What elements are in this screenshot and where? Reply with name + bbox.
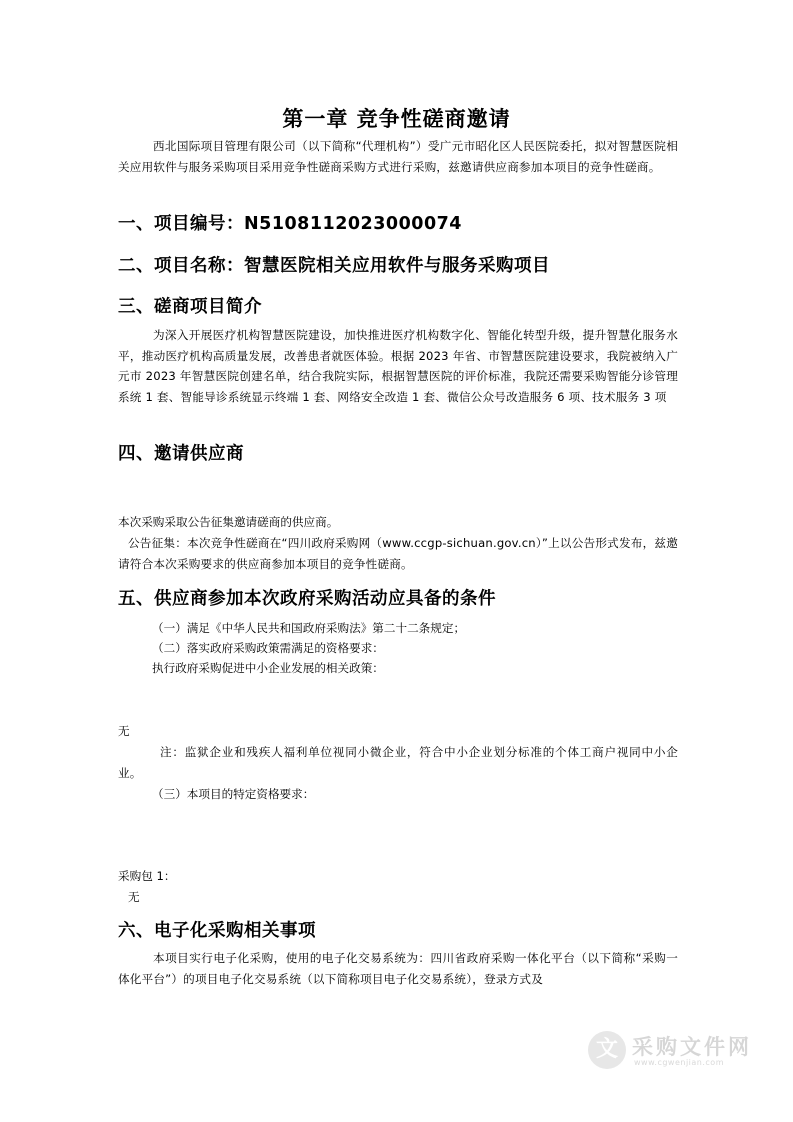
condition-none-2: 无 <box>128 890 140 904</box>
condition-policy-text: 执行政府采购促进中小企业发展的相关政策： <box>152 661 384 675</box>
watermark <box>588 1027 758 1075</box>
condition-item-1: （一）满足《中华人民共和国政府采购法》第二十二条规定； <box>152 621 466 635</box>
section-project-intro: 三、磋商项目简介 <box>118 297 262 317</box>
electronic-procurement-paragraph: 本项目实行电子化采购，使用的电子化交易系统为：四川省政府采购一体化平台（以下简称“采购一体化平台”）的项目电子化交易系统（以下简称项目电子化交易系统），登录方式及 <box>118 951 678 986</box>
invite-method-text: 本次采购采取公告征集邀请磋商的供应商。 <box>118 515 339 529</box>
public-solicitation-text: 公告征集：本次竞争性磋商在“四川政府采购网（www.ccgp-sichuan.gov.cn）”上以公告形式发布，兹邀请符合本次采购要求的供应商参加本项目的竞争性磋商。 <box>118 536 678 571</box>
section-supplier-conditions: 五、供应商参加本次政府采购活动应具备的条件 <box>118 589 496 609</box>
section-invite-suppliers: 四、邀请供应商 <box>118 444 244 464</box>
watermark-url: www.cgwenjian.com <box>634 1058 724 1067</box>
condition-note: 注：监狱企业和残疾人福利单位视同小微企业，符合中小企业划分标准的个体工商户视同中小企业。 <box>118 745 678 780</box>
section-electronic-procurement: 六、电子化采购相关事项 <box>118 921 316 941</box>
section-project-number: 一、项目编号：N5108112023000074 <box>118 214 462 234</box>
condition-item-2: （二）落实政府采购政策需满足的资格要求： <box>152 641 384 655</box>
project-intro-paragraph: 为深入开展医疗机构智慧医院建设，加快推进医疗机构数字化、智能化转型升级，提升智慧化服务水平，推动医疗机构高质量发展，改善患者就医体验。根据 2023 年省、市智慧医院建设要求，我院被纳入广元市 2023 年智慧医院创建名单，结合我院实际，根据智慧医院的评价标准，我院还需要采购智能分诊管理系统 1 套、智能导诊系统显示终端 1 套、网络安全改造 1 套、微信公众号改造服务 6 项、技术服务 3 项 <box>118 328 678 404</box>
section-project-name: 二、项目名称：智慧医院相关应用软件与服务采购项目 <box>118 256 550 276</box>
condition-none-1: 无 <box>118 724 130 738</box>
package-label: 采购包 1： <box>118 869 176 883</box>
watermark-logo-icon: 文 <box>588 1031 626 1069</box>
watermark-title: 采购文件网 <box>632 1035 752 1059</box>
intro-paragraph: 西北国际项目管理有限公司（以下简称“代理机构”）受广元市昭化区人民医院委托，拟对智慧医院相关应用软件与服务采购项目采用竞争性磋商采购方式进行采购，兹邀请供应商参加本项目的竞争性磋商。 <box>118 139 678 174</box>
condition-item-3: （三）本项目的特定资格要求： <box>152 787 315 801</box>
chapter-title: 第一章 竞争性磋商邀请 <box>282 106 511 131</box>
